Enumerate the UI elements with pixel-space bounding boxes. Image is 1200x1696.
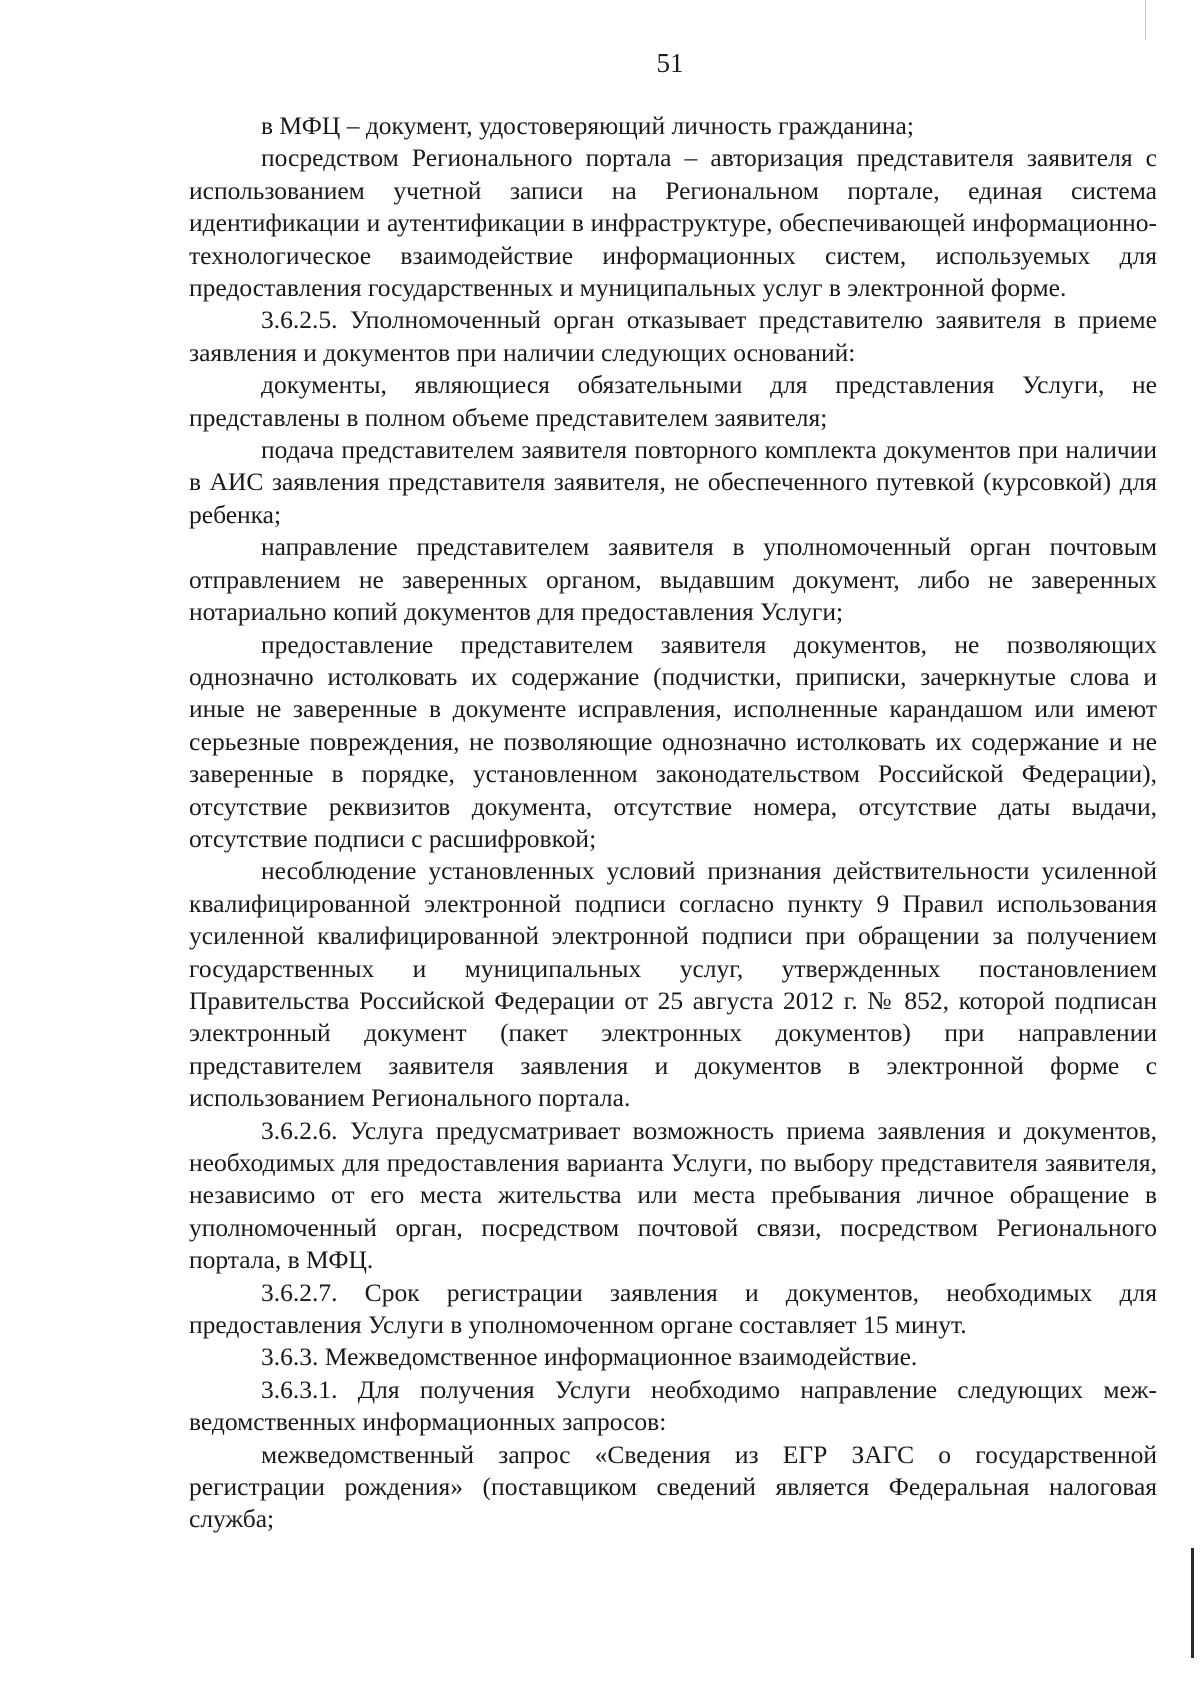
paragraph: предоставление представителем заявителя документов, не позволяющих однозначно истолковать их содержание (подчистки, приписки, зачеркнутые слова и иные не заверенные в документе исправления, исполненные карандашом или имеют серьезные повреждения, не позволяющие однозначно истолковать их содержание и не заверенные в порядке, установленном законодательством Российской Федерации), отсутствие реквизитов документа, отсутствие номера, отсутствие даты выдачи, отсутствие подписи с расшифровкой; xyxy=(189,629,1157,853)
page-number: 51 xyxy=(656,48,684,78)
scan-edge-mark xyxy=(1191,1548,1194,1658)
paragraph: 3.6.2.6. Услуга предусматривает возможность приема заявления и документов, необходимых для предоставления варианта Услуги, по выбору представителя заявителя, независимо от его места жительства или места пребывания личное обращение в уполномоченный орган, посредством почтовой связи, посредством Регионального портала, в МФЦ. xyxy=(189,1115,1157,1275)
paragraph: документы, являющиеся обязательными для представления Услуги, не представлены в полном объеме представителем заявителя; xyxy=(189,370,1157,432)
scan-artifact xyxy=(1145,0,1146,40)
paragraph: 3.6.2.5. Уполномоченный орган отказывает представителю заявителя в приеме заявления и документов при наличии следующих оснований: xyxy=(189,305,1157,367)
paragraph: 3.6.2.7. Срок регистрации заявления и документов, необходимых для предоставления Услуги в уполномоченном органе составляет 15 минут. xyxy=(189,1277,1157,1340)
paragraph: подача представителем заявителя повторного комплекта документов при наличии в АИС заявления представителя заявителя, не обеспеченного путевкой (курсовкой) для ребенка; xyxy=(189,435,1157,529)
paragraph: 3.6.3. Межведомственное информационное взаимодействие. xyxy=(261,1342,918,1372)
paragraph: 3.6.3.1. Для получения Услуги необходимо направление следующих межведомственных информационных запросов: xyxy=(189,1374,1157,1437)
paragraph: межведомственный запрос «Сведения из ЕГР ЗАГС о государственной регистрации рождения» (поставщиком сведений является Федеральная налоговая служба; xyxy=(189,1439,1157,1534)
paragraph: в МФЦ – документ, удостоверяющий личность гражданина; xyxy=(261,111,914,140)
paragraph: несоблюдение установленных условий признания действительности усиленной квалифицированной электронной подписи согласно пункту 9 Правил использования усиленной квалифицированной электронной подписи при обращении за получением государственных и муниципальных услуг, утвержденных постановлением Правительства Российской Федерации от 25 августа 2012 г. № 852, которой подписан электронный документ (пакет электронных документов) при направлении представителем заявителя заявления и документов в электронной форме с использованием Регионального портала. xyxy=(189,856,1157,1113)
paragraph: посредством Регионального портала – авторизация представителя заявителя с использованием учетной записи на Региональном портале, единая система идентификации и аутентификации в инфраструктуре, обеспечивающей информационно-технологическое взаимодействие информационных систем, используемых для предоставления государственных и муниципальных услуг в электронной форме. xyxy=(189,143,1157,303)
paragraph: направление представителем заявителя в уполномоченный орган почтовым отправлением не заверенных органом, выдавшим документ, либо не заверенных нотариально копий документов для предоставления Услуги; xyxy=(189,532,1157,627)
document-body xyxy=(189,110,1157,1536)
